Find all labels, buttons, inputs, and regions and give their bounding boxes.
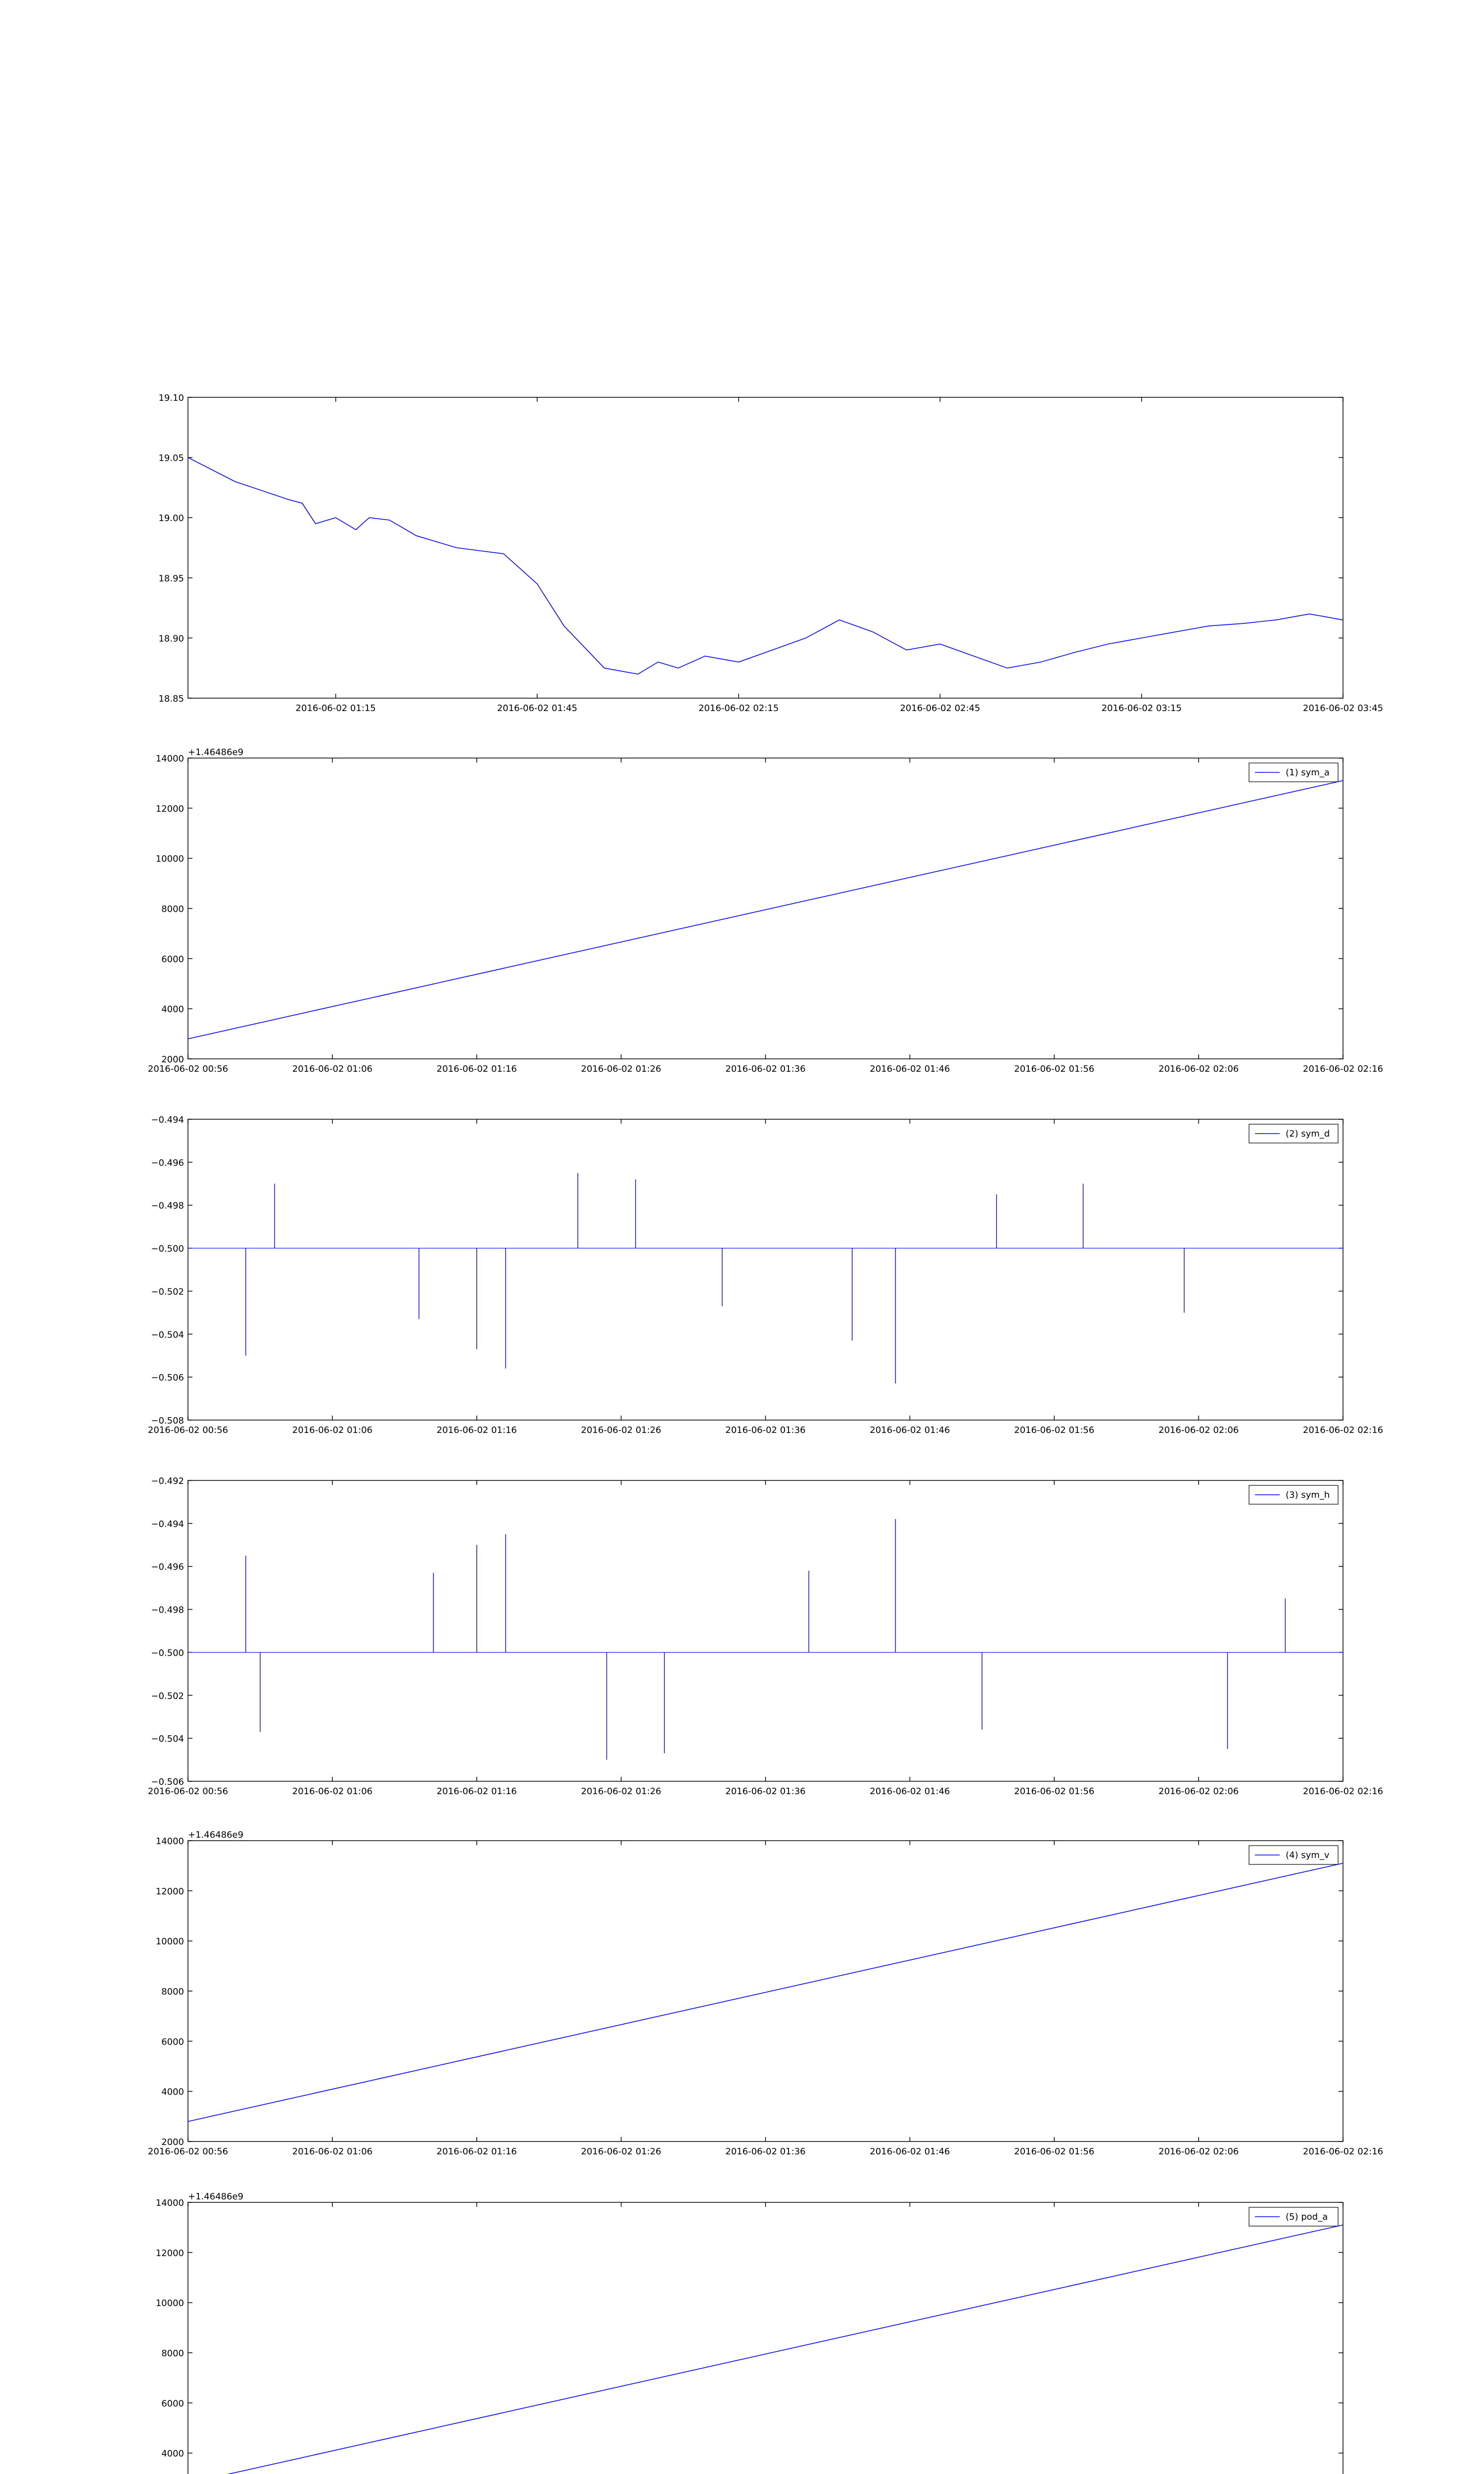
y-tick-label: −0.494: [151, 1519, 184, 1529]
x-tick-label: 2016-06-02 01:06: [292, 1786, 372, 1797]
y-tick-label: −0.504: [151, 1734, 184, 1745]
x-tick-label: 2016-06-02 02:16: [1302, 1425, 1384, 1435]
x-tick-label: 2016-06-02 02:06: [1159, 1064, 1239, 1074]
x-tick-label: 2016-06-02 01:16: [436, 1064, 517, 1074]
x-tick-label: 2016-06-02 01:56: [1014, 1425, 1095, 1435]
x-tick-label: 2016-06-02 02:45: [900, 703, 980, 714]
y-tick-label: 19.10: [158, 393, 184, 403]
y-tick-label: −0.496: [151, 1562, 184, 1572]
y-tick-label: 18.95: [158, 573, 184, 584]
y-tick-label: −0.498: [151, 1605, 184, 1616]
y-tick-label: 19.05: [158, 453, 184, 464]
plot-frame: [188, 758, 1343, 1059]
x-tick-label: 2016-06-02 02:16: [1302, 2146, 1384, 2157]
y-tick-label: −0.500: [151, 1648, 184, 1659]
y-tick-label: −0.494: [151, 1115, 184, 1125]
legend-entry: (3) sym_h: [1286, 1490, 1330, 1500]
x-tick-label: 2016-06-02 01:56: [1014, 1064, 1095, 1074]
x-tick-label: 2016-06-02 01:46: [870, 1786, 950, 1797]
x-tick-label: 2016-06-02 01:56: [1014, 2146, 1095, 2157]
x-tick-label: 2016-06-02 02:06: [1159, 1425, 1239, 1435]
y-tick-label: 12000: [155, 804, 184, 814]
legend-entry: (4) sym_v: [1286, 1850, 1330, 1860]
x-tick-label: 2016-06-02 01:16: [436, 1786, 517, 1797]
y-tick-label: −0.508: [151, 1416, 184, 1426]
axis-offset-label: +1.46486e9: [188, 1830, 244, 1840]
x-tick-label: 2016-06-02 01:36: [725, 1786, 806, 1797]
x-tick-label: 2016-06-02 02:15: [698, 703, 779, 714]
legend: [1249, 1846, 1338, 1864]
y-tick-label: 18.85: [158, 694, 184, 704]
y-tick-label: 4000: [161, 2448, 184, 2459]
y-tick-label: −0.492: [151, 1476, 184, 1486]
x-tick-label: 2016-06-02 01:26: [581, 1786, 661, 1797]
x-tick-label: 2016-06-02 01:06: [292, 1064, 372, 1074]
x-tick-label: 2016-06-02 01:26: [581, 1425, 661, 1435]
x-tick-label: 2016-06-02 01:36: [725, 1425, 806, 1435]
legend: [1249, 1124, 1338, 1143]
x-tick-label: 2016-06-02 01:46: [870, 1425, 950, 1435]
chart-panel-6: [148, 2191, 1383, 2474]
y-tick-label: 10000: [155, 2298, 184, 2309]
legend: [1249, 763, 1338, 782]
y-tick-label: 14000: [155, 754, 184, 764]
chart-panel-3: [148, 1115, 1383, 1435]
plot-frame: [188, 1841, 1343, 2141]
y-tick-label: 2000: [161, 2137, 184, 2147]
y-tick-label: 19.00: [158, 513, 184, 524]
x-tick-label: 2016-06-02 01:46: [870, 1064, 950, 1074]
x-tick-label: 2016-06-02 01:26: [581, 1064, 661, 1074]
y-tick-label: 4000: [161, 1004, 184, 1015]
chart-panel-5: [148, 1830, 1383, 2157]
y-tick-label: 6000: [161, 2398, 184, 2409]
y-tick-label: 12000: [155, 2248, 184, 2259]
chart-panel-1: [158, 393, 1383, 714]
y-tick-label: 6000: [161, 2037, 184, 2047]
chart-panel-4: [148, 1476, 1383, 1797]
y-tick-label: 14000: [155, 2198, 184, 2208]
legend-entry: (2) sym_d: [1286, 1129, 1330, 1139]
series-line: [188, 781, 1343, 1039]
x-tick-label: 2016-06-02 00:56: [147, 1425, 229, 1435]
legend: [1249, 1485, 1338, 1504]
x-tick-label: 2016-06-02 01:56: [1014, 1786, 1095, 1797]
axis-offset-label: +1.46486e9: [188, 747, 244, 758]
x-tick-label: 2016-06-02 02:16: [1302, 1064, 1384, 1074]
y-tick-label: 4000: [161, 2087, 184, 2097]
x-tick-label: 2016-06-02 03:15: [1101, 703, 1182, 714]
x-tick-label: 2016-06-02 01:06: [292, 1425, 372, 1435]
plot-frame: [188, 1480, 1343, 1781]
y-tick-label: 14000: [155, 1836, 184, 1847]
x-tick-label: 2016-06-02 01:26: [581, 2146, 661, 2157]
y-tick-label: 10000: [155, 854, 184, 864]
plot-frame: [188, 397, 1343, 698]
series-line: [188, 458, 1343, 674]
y-tick-label: 8000: [161, 2348, 184, 2359]
x-tick-label: 2016-06-02 01:16: [436, 1425, 517, 1435]
y-tick-label: −0.506: [151, 1373, 184, 1383]
x-tick-label: 2016-06-02 01:15: [295, 703, 376, 714]
x-tick-label: 2016-06-02 01:46: [870, 2146, 950, 2157]
y-tick-label: −0.498: [151, 1200, 184, 1211]
legend: [1249, 2207, 1338, 2226]
y-tick-label: −0.502: [151, 1691, 184, 1702]
x-tick-label: 2016-06-02 01:36: [725, 2146, 806, 2157]
y-tick-label: 10000: [155, 1936, 184, 1947]
legend-entry: (5) pod_a: [1286, 2212, 1328, 2222]
y-tick-label: 18.90: [158, 633, 184, 644]
plot-frame: [188, 1119, 1343, 1420]
x-tick-label: 2016-06-02 00:56: [147, 1786, 229, 1797]
x-tick-label: 2016-06-02 01:06: [292, 2146, 372, 2157]
y-tick-label: −0.496: [151, 1157, 184, 1168]
y-tick-label: −0.506: [151, 1777, 184, 1787]
axis-offset-label: +1.46486e9: [188, 2191, 244, 2202]
series-line: [188, 1863, 1343, 2122]
x-tick-label: 2016-06-02 01:45: [497, 703, 578, 714]
x-tick-label: 2016-06-02 02:06: [1159, 1786, 1239, 1797]
y-tick-label: 8000: [161, 904, 184, 914]
y-tick-label: 8000: [161, 1987, 184, 1997]
chart-panel-2: [148, 747, 1383, 1074]
plot-frame: [188, 2202, 1343, 2474]
x-tick-label: 2016-06-02 02:06: [1159, 2146, 1239, 2157]
y-tick-label: 12000: [155, 1886, 184, 1897]
y-tick-label: −0.504: [151, 1330, 184, 1340]
x-tick-label: 2016-06-02 01:16: [436, 2146, 517, 2157]
y-tick-label: 6000: [161, 954, 184, 965]
y-tick-label: −0.502: [151, 1286, 184, 1297]
legend-entry: (1) sym_a: [1286, 767, 1330, 778]
x-tick-label: 2016-06-02 03:45: [1302, 703, 1384, 714]
y-tick-label: −0.500: [151, 1243, 184, 1254]
series-line: [188, 2225, 1343, 2474]
x-tick-label: 2016-06-02 00:56: [147, 1064, 229, 1074]
x-tick-label: 2016-06-02 01:36: [725, 1064, 806, 1074]
x-tick-label: 2016-06-02 02:16: [1302, 1786, 1384, 1797]
y-tick-label: 2000: [161, 1054, 184, 1065]
x-tick-label: 2016-06-02 00:56: [147, 2146, 229, 2157]
